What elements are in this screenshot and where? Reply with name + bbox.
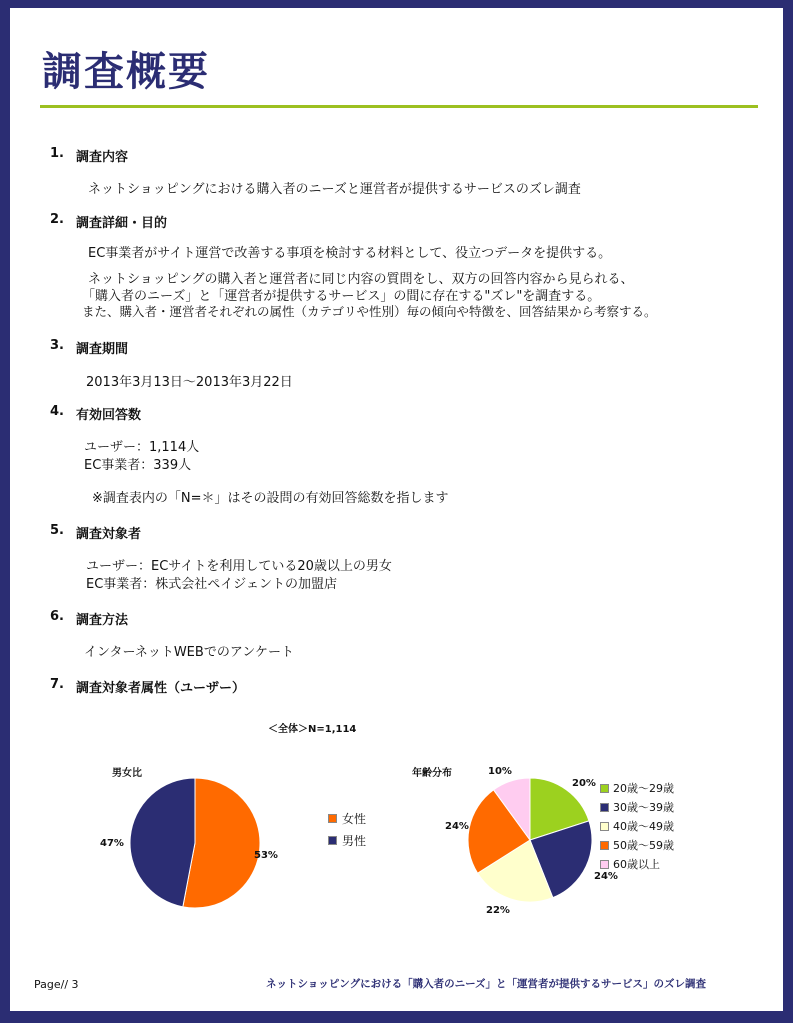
- legend-swatch-female: [328, 814, 337, 823]
- legend-label-40s: 40歳～49歳: [613, 820, 674, 833]
- legend-swatch-60plus: [600, 860, 609, 869]
- age-pie-chart: [10, 8, 11, 9]
- footer-page-number: Page// 3: [34, 978, 79, 991]
- section-3-heading: 調査期間: [76, 342, 129, 357]
- legend-label-female: 女性: [342, 812, 367, 826]
- section-2-line-4: また、購入者・運営者それぞれの属性（カテゴリや性別）毎の傾向や特徴を、回答結果から考察する。: [82, 304, 657, 319]
- age-value-label-30s: 24%: [594, 871, 618, 882]
- section-2-line-3: 「購入者のニーズ」と「運営者が提供するサービス」の間に存在する"ズレ"を調査する。: [82, 289, 601, 304]
- section-7-number: 7.: [50, 677, 64, 692]
- section-4-note: ※調査表内の「N=＊」はその設問の有効回答総数を指します: [92, 491, 449, 506]
- legend-label-male: 男性: [342, 834, 367, 848]
- section-6-heading: 調査方法: [76, 613, 129, 628]
- age-value-label-40s: 22%: [486, 905, 510, 916]
- section-5-heading: 調査対象者: [76, 527, 142, 542]
- legend-swatch-40s: [600, 822, 609, 831]
- legend-swatch-30s: [600, 803, 609, 812]
- section-6-number: 6.: [50, 609, 64, 624]
- section-2-line-2: ネットショッピングの購入者と運営者に同じ内容の質問をし、双方の回答内容から見られる、: [88, 272, 634, 287]
- gender-chart-title: 男女比: [112, 768, 142, 779]
- section-6-method: インターネットWEBでのアンケート: [84, 645, 295, 660]
- section-1-number: 1.: [50, 146, 64, 161]
- section-3-number: 3.: [50, 338, 64, 353]
- title-underline: [40, 105, 758, 108]
- age-value-label-60plus: 10%: [488, 766, 512, 777]
- charts-caption: ＜全体＞N=1,114: [268, 724, 357, 735]
- gender-pie-slice-2: [130, 778, 195, 907]
- legend-swatch-50s: [600, 841, 609, 850]
- age-chart-title: 年齢分布: [412, 768, 452, 779]
- footer-caption: ネットショッピングにおける「購入者のニーズ」と「運営者が提供するサービス」のズレ調査: [266, 978, 707, 990]
- section-4-heading: 有効回答数: [76, 408, 142, 423]
- section-1-heading: 調査内容: [76, 150, 129, 165]
- document-page: [10, 8, 783, 1011]
- section-3-period: 2013年3月13日～2013年3月22日: [86, 375, 293, 390]
- age-value-label-50s: 24%: [445, 821, 469, 832]
- section-5-users: ユーザー：ECサイトを利用している20歳以上の男女: [86, 559, 392, 574]
- section-7-heading: 調査対象者属性（ユーザー）: [76, 681, 246, 696]
- legend-swatch-male: [328, 836, 337, 845]
- gender-value-label-male: 47%: [100, 838, 124, 849]
- section-2-paragraph-1: EC事業者がサイト運営で改善する事項を検討する材料として、役立つデータを提供する。: [88, 246, 612, 261]
- legend-label-30s: 30歳～39歳: [613, 801, 674, 814]
- legend-label-50s: 50歳～59歳: [613, 839, 674, 852]
- section-5-ec-operators: EC事業者：株式会社ペイジェントの加盟店: [86, 577, 338, 592]
- section-5-number: 5.: [50, 523, 64, 538]
- gender-value-label-female: 53%: [254, 850, 278, 861]
- legend-label-60plus: 60歳以上: [613, 858, 660, 871]
- page-title: 調査概要: [42, 49, 210, 95]
- section-4-number: 4.: [50, 404, 64, 419]
- section-1-text: ネットショッピングにおける購入者のニーズと運営者が提供するサービスのズレ調査: [88, 182, 581, 197]
- section-2-number: 2.: [50, 212, 64, 227]
- legend-label-20s: 20歳～29歳: [613, 782, 674, 795]
- legend-swatch-20s: [600, 784, 609, 793]
- section-4-ec-operators: EC事業者：339人: [84, 458, 192, 473]
- age-value-label-20s: 20%: [572, 778, 596, 789]
- section-2-heading: 調査詳細・目的: [76, 216, 168, 231]
- section-4-users: ユーザー：1,114人: [84, 440, 200, 455]
